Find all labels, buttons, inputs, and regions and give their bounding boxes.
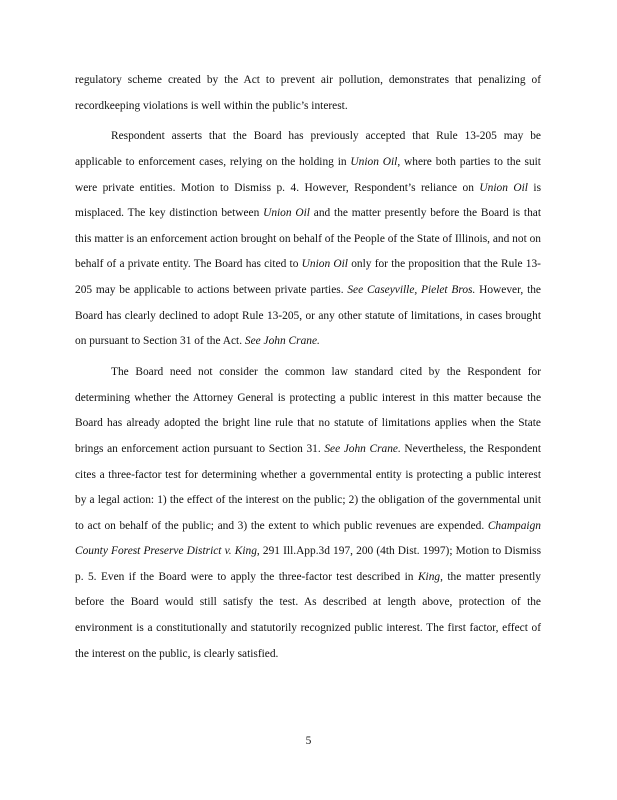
case-citation: Union Oil bbox=[263, 207, 310, 220]
case-citation: See John Crane. bbox=[244, 335, 320, 348]
case-citation: King bbox=[417, 570, 441, 583]
document-body bbox=[75, 68, 541, 667]
paragraph-3-text: Nevertheless, the Respondent cites a three-factor test for determining whether a governmental entity is protecting a public interest by a legal action: 1) the effect of the interest on the public; 2) the obligation of the governmental unit to act on behalf of the public; and 3) the extent to which public revenues are expended. bbox=[75, 442, 541, 532]
paragraph-2-text: , where both parties to the suit were private entities. Motion to Dismiss p. 4. However, Respondent’s reliance on bbox=[75, 156, 541, 194]
paragraph-2 bbox=[75, 124, 541, 354]
page-number: 5 bbox=[305, 735, 312, 747]
paragraph-2-text: is misplaced. The key distinction between bbox=[75, 181, 541, 220]
case-citation: Union Oil bbox=[479, 181, 528, 194]
case-citation: See Caseyville, Pielet Bros. bbox=[347, 284, 476, 297]
case-citation: Union Oil bbox=[301, 258, 348, 271]
paragraph-3-text: The Board need not consider the common law standard cited by the Respondent for determining whether the Attorney General is protecting a public interest in this matter because the Board has already adopted the bright line rule that no statute of limitations applies when the State brings an enforcement action pursuant to Section 31. bbox=[75, 366, 541, 455]
paragraph-2-text: and the matter presently before the Board is that this matter is an enforcement action brought on behalf of the People of the State of Illinois, and not on behalf of a private entity. The Board has cited to bbox=[75, 207, 542, 271]
paragraph-2-text: However, the Board has clearly declined to adopt Rule 13-205, or any other statute of limitations, in cases brought on pursuant to Section 31 of the Act. bbox=[75, 284, 541, 348]
case-citation: Union Oil bbox=[350, 156, 398, 169]
case-citation: See John Crane. bbox=[324, 442, 401, 455]
paragraph-1 bbox=[75, 68, 541, 119]
paragraph-2-text: only for the proposition that the Rule 13-205 may be applicable to actions between private parties. bbox=[75, 258, 541, 297]
paragraph-1-text: regulatory scheme created by the Act to prevent air pollution, demonstrates that penalizing of recordkeeping violations is well within the public’s interest. bbox=[75, 74, 541, 112]
case-citation: Champaign County Forest Preserve District v. King bbox=[75, 519, 541, 558]
paragraph-3-text: , the matter presently before the Board would still satisfy the test. As described at length above, protection of the environment is a constitutionally and statutorily recognized public interest. The first factor, effect of the interest on the public, is clearly satisfied. bbox=[75, 570, 542, 660]
paragraph-2-text: Respondent asserts that the Board has previously accepted that Rule 13-205 may be applicable to enforcement cases, relying on the holding in bbox=[75, 130, 541, 169]
paragraph-3-text: , 291 Ill.App.3d 197, 200 (4th Dist. 1997); Motion to Dismiss p. 5. Even if the Board were to apply the three-factor test described in bbox=[75, 545, 541, 583]
paragraph-3 bbox=[75, 360, 541, 667]
